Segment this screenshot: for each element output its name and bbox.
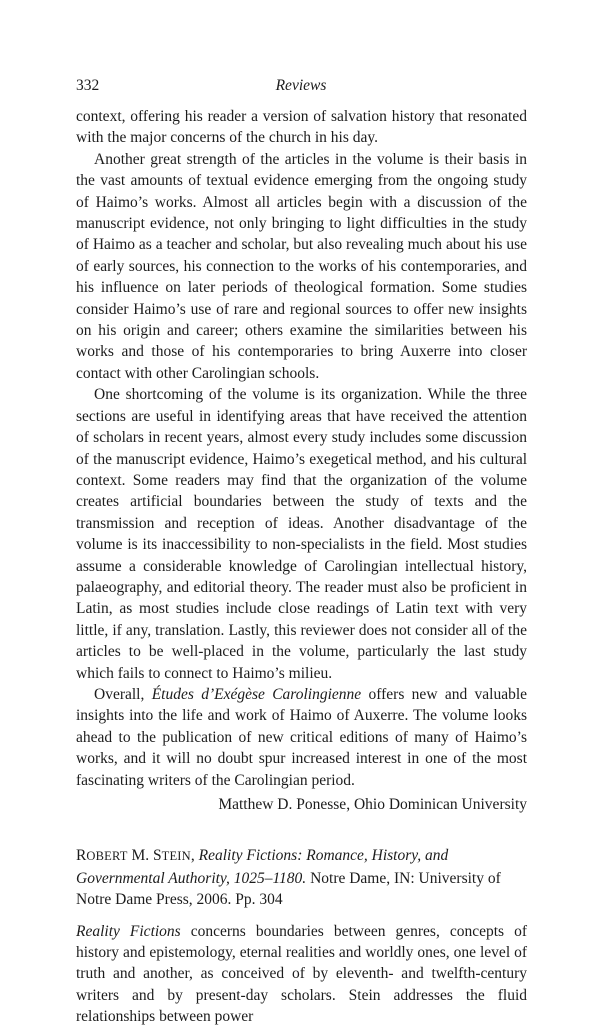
paragraph-shortcoming: One shortcoming of the volume is its organization. While the three sections are useful in identifying areas that have received the attention of scholars in recent years, almost every study includes some discussion of the manuscript evidence, Haimo’s exegetical method, and his cultural context. Some readers may find that the organization of the volume creates artificial boundaries between the study of texts and the transmission and reception of ideas. Another disadvantage of the volume is its inaccessibility to non-specialists in the field. Most studies assume a considerable knowledge of Carolingian intellectual history, palaeography, and editorial theory. The reader must also be proficient in Latin, as most studies include close readings of Latin text with very little, if any, translation. Lastly, this reviewer does not consider all of the articles to be well-placed in the volume, particularly the last study which fails to connect to Haimo’s milieu. [76, 386, 527, 682]
author-first-rest: OBERT [86, 849, 128, 864]
conclusion-lead: Overall, [94, 685, 145, 703]
paragraph-conclusion [76, 684, 527, 791]
review-text-body: concerns boundaries between genres, concepts of history and epistemology, eternal realities and worldly ones, one level of truth and another, as conceived of by eleventh- and twelfth-century writers and by present-day scholars. Stein addresses the fluid relationships between power [76, 922, 527, 1026]
paragraph-strength: Another great strength of the articles in the volume is their basis in the vast amounts of textual evidence emerging from the ongoing study of Haimo’s works. Almost all articles begin with a discussion of the manuscript evidence, not only bringing to light difficulties in the study of Haimo as a teacher and scholar, but also revealing much about his use of early sources, his connection to the works of his contemporaries, and his influence on later periods of theological formation. Some studies consider Haimo’s use of rare and regional sources to offer new insights on his origin and career; others examine the similarities between his works and those of his contemporaries to bring Auxerre into closer contact with other Carolingian schools. [76, 150, 527, 382]
page-number: 332 [76, 77, 100, 94]
publication-info: Notre Dame, IN: University of Notre Dame Press, 2006. Pp. 304 [76, 869, 501, 909]
review-heading: ROBERT M. STEIN, Reality Fictions: Romance, History, and Governmental Authority, 1025–1180. Notre Dame, IN: University of Notre Dame Press, 2006. Pp. 304 [76, 847, 501, 909]
running-header [76, 76, 526, 96]
conclusion-book-title: Études d’Exégèse Carolingienne [151, 685, 362, 703]
review-opening-paragraph [76, 921, 527, 1028]
conclusion-rest: offers new and valuable insights into the life and work of Haimo of Auxerre. The volume looks ahead to the publication of new critical editions of many of Haimo’s works, and it will no doubt spur increased interest in one of the most fascinating writers of the Carolingian period. [76, 685, 528, 789]
running-title: Reviews [275, 77, 327, 94]
review-text-book-title: Reality Fictions [76, 922, 181, 940]
author-middle: M. S [131, 847, 162, 865]
book-title: Reality Fictions: Romance, History, and Governmental Authority, 1025–1180. [76, 847, 449, 887]
paragraph-continuation: context, offering his reader a version of salvation history that resonated with the major concerns of the church in his day. [76, 108, 527, 147]
page-body [76, 106, 527, 1028]
reviewer-signature: Matthew D. Ponesse, Ohio Dominican University [218, 796, 527, 813]
author-first-initial: R [76, 847, 87, 865]
author-last-rest: TEIN [161, 849, 191, 864]
